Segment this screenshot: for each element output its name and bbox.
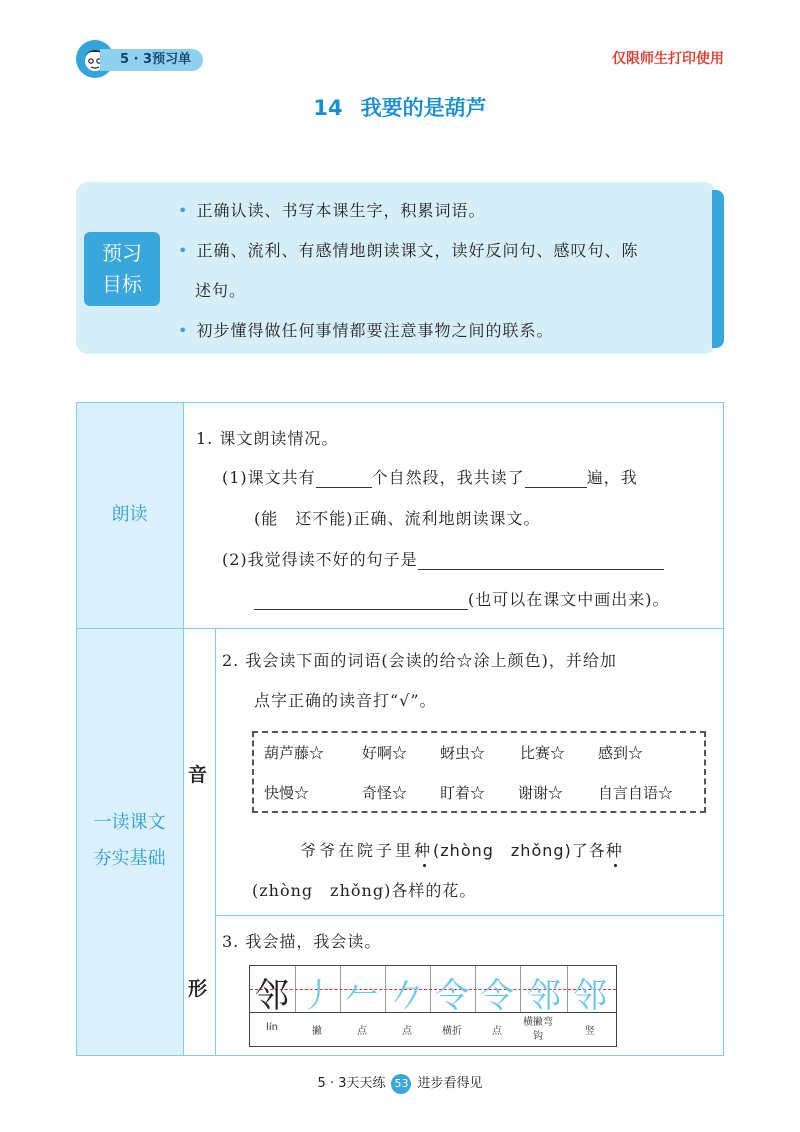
grid-char[interactable]: 邻 [573, 976, 607, 1016]
sound-label: 音 [188, 764, 208, 786]
grid-char: 邻 [255, 976, 289, 1016]
series-badge: 5 · 3预习单 [100, 49, 203, 71]
grid-label: 点 [492, 1026, 502, 1037]
blank-paragraph-count [316, 473, 372, 488]
q1-part1-cont: (能 还不能)正确、流利地朗读课文。 [254, 509, 541, 528]
word[interactable]: 快慢☆ [264, 784, 310, 802]
grid-char[interactable]: 令 [480, 976, 514, 1016]
blank-read-times [525, 473, 587, 488]
goals-tag-line2: 目标 [102, 272, 142, 296]
goal-item-2: • 正确、流利、有感情地朗读课文，读好反问句、感叹句、陈 [178, 241, 639, 260]
lesson-title-text: 我要的是葫芦 [360, 96, 487, 120]
page-number: 53 [391, 1074, 411, 1094]
shape-label: 形 [188, 978, 208, 1000]
pinyin-sentence-2: (zhòng zhǒng)各样的花。 [252, 881, 477, 900]
grid-label: 横撇弯钩 [523, 1017, 553, 1042]
goal-item-3: • 初步懂得做任何事情都要注意事物之间的联系。 [178, 321, 554, 340]
basics-side-label: 一读课文 夯实基础 [93, 812, 166, 869]
q3-title: 3. 我会描，我会读。 [222, 932, 382, 951]
blank-hard-sentence-2 [254, 595, 468, 610]
q2-line2: 点字正确的读音打“√”。 [254, 691, 437, 710]
q1-part2: (2)我觉得读不好的句子是 [222, 547, 664, 570]
q1-title: 1. 课文朗读情况。 [196, 429, 339, 448]
lesson-number: 14 [313, 96, 343, 120]
lesson-title [0, 92, 800, 122]
print-note: 仅限师生打印使用 [612, 51, 724, 67]
grid-label: 点 [357, 1026, 367, 1037]
q1-part1: (1)课文共有 个自然段，我共读了 遍，我 [222, 468, 638, 487]
grid-label: 撇 [312, 1026, 322, 1037]
goals-tag-line1: 预习 [102, 241, 142, 265]
writing-grid [249, 965, 617, 1047]
goals-panel-edge [712, 190, 724, 348]
grid-label: 点 [402, 1026, 412, 1037]
footer-right: 进步看得见 [417, 1076, 483, 1091]
word[interactable]: 比赛☆ [520, 744, 566, 762]
reading-side-label: 朗读 [111, 504, 148, 525]
q2-line1: 2. 我会读下面的词语(会读的给☆涂上颜色)，并给加 [222, 651, 617, 670]
grid-label: 竖 [585, 1026, 595, 1037]
word[interactable]: 感到☆ [598, 744, 644, 762]
grid-char[interactable]: 邻 [527, 976, 561, 1016]
footer-left: 5 · 3天天练 [317, 1076, 386, 1091]
word[interactable]: 蚜虫☆ [440, 744, 486, 762]
page-footer [0, 1072, 800, 1094]
word[interactable]: 自言自语☆ [598, 784, 674, 802]
grid-char[interactable]: 丿 [300, 976, 334, 1016]
blank-hard-sentence [418, 555, 664, 570]
grid-char[interactable]: 令 [435, 976, 469, 1016]
word[interactable]: 盯着☆ [440, 784, 486, 802]
goals-tag [84, 232, 160, 306]
word[interactable]: 好啊☆ [362, 744, 408, 762]
grid-char[interactable]: 𠂉 [345, 976, 379, 1016]
grid-char[interactable]: 𠂊 [390, 976, 424, 1016]
goal-item-2-cont: 述句。 [195, 281, 247, 300]
word[interactable]: 奇怪☆ [362, 784, 408, 802]
grid-label: lín [266, 1022, 278, 1033]
q1-part2-cont: (也可以在课文中画出来)。 [254, 587, 670, 610]
grid-label: 横折 [442, 1026, 462, 1037]
pinyin-sentence-1: 爷爷在院子里种(zhòng zhǒng)了各种 [300, 841, 625, 860]
word[interactable]: 葫芦藤☆ [264, 744, 325, 762]
word[interactable]: 谢谢☆ [518, 784, 564, 802]
goal-item-1: • 正确认读、书写本课生字，积累词语。 [178, 201, 486, 220]
